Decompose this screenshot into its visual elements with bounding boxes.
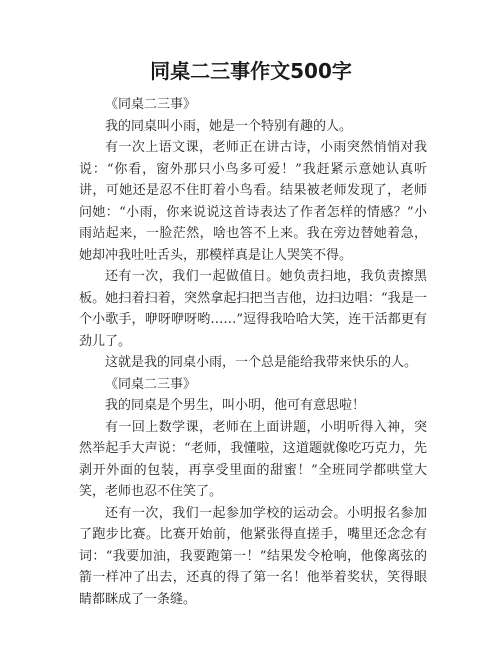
paragraph: 有一回上数学课，老师在上面讲题，小明听得入神，突然举起手大声说：“老师，我懂啦，这道题就像吃巧克力，先剥开外面的包装，再享受里面的甜蜜！”全班同学都哄堂大笑，老师也忍不住笑了。 [79, 419, 427, 499]
essay-heading: 《同桌二三事》 [105, 376, 197, 392]
document-body [79, 94, 427, 610]
document-title: 同桌二三事作文500字 [150, 59, 352, 83]
paragraph: 我的同桌是个男生，叫小明，他可有意思啦！ [105, 398, 366, 413]
paragraph: 这就是我的同桌小雨，一个总是能给我带来快乐的人。 [105, 355, 418, 370]
essay-heading: 《同桌二三事》 [105, 97, 197, 112]
paragraph: 还有一次，我们一起参加学校的运动会。小明报名参加了跑步比赛。比赛开始前，他紧张得直搓手，嘴里还念念有词：“我要加油，我要跑第一！”结果发令枪响，他像离弦的箭一样冲了出去，还真的得了第一名！他举着奖状，笑得眼睛都眯成了一条缝。 [79, 505, 427, 607]
paragraph: 有一次上语文课，老师正在讲古诗，小雨突然悄悄对我说：“你看，窗外那只小鸟多可爱！”我赶紧示意她认真听讲，可她还是忍不住盯着小鸟看。结果被老师发现了，老师问她：“小雨，你来说说这首诗表达了作者怎样的情感？”小雨站起来，一脸茫然，啥也答不上来。我在旁边替她着急，她却冲我吐吐舌头，那模样真是让人哭笑不得。 [79, 140, 427, 263]
paragraph: 还有一次，我们一起做值日。她负责扫地，我负责擦黑板。她扫着扫着，突然拿起扫把当吉他，边扫边唱：“我是一个小歌手，咿呀咿呀哟……”逗得我哈哈大笑，连干活都更有劲儿了。 [79, 269, 427, 349]
paragraph: 我的同桌叫小雨，她是一个特别有趣的人。 [105, 118, 353, 134]
